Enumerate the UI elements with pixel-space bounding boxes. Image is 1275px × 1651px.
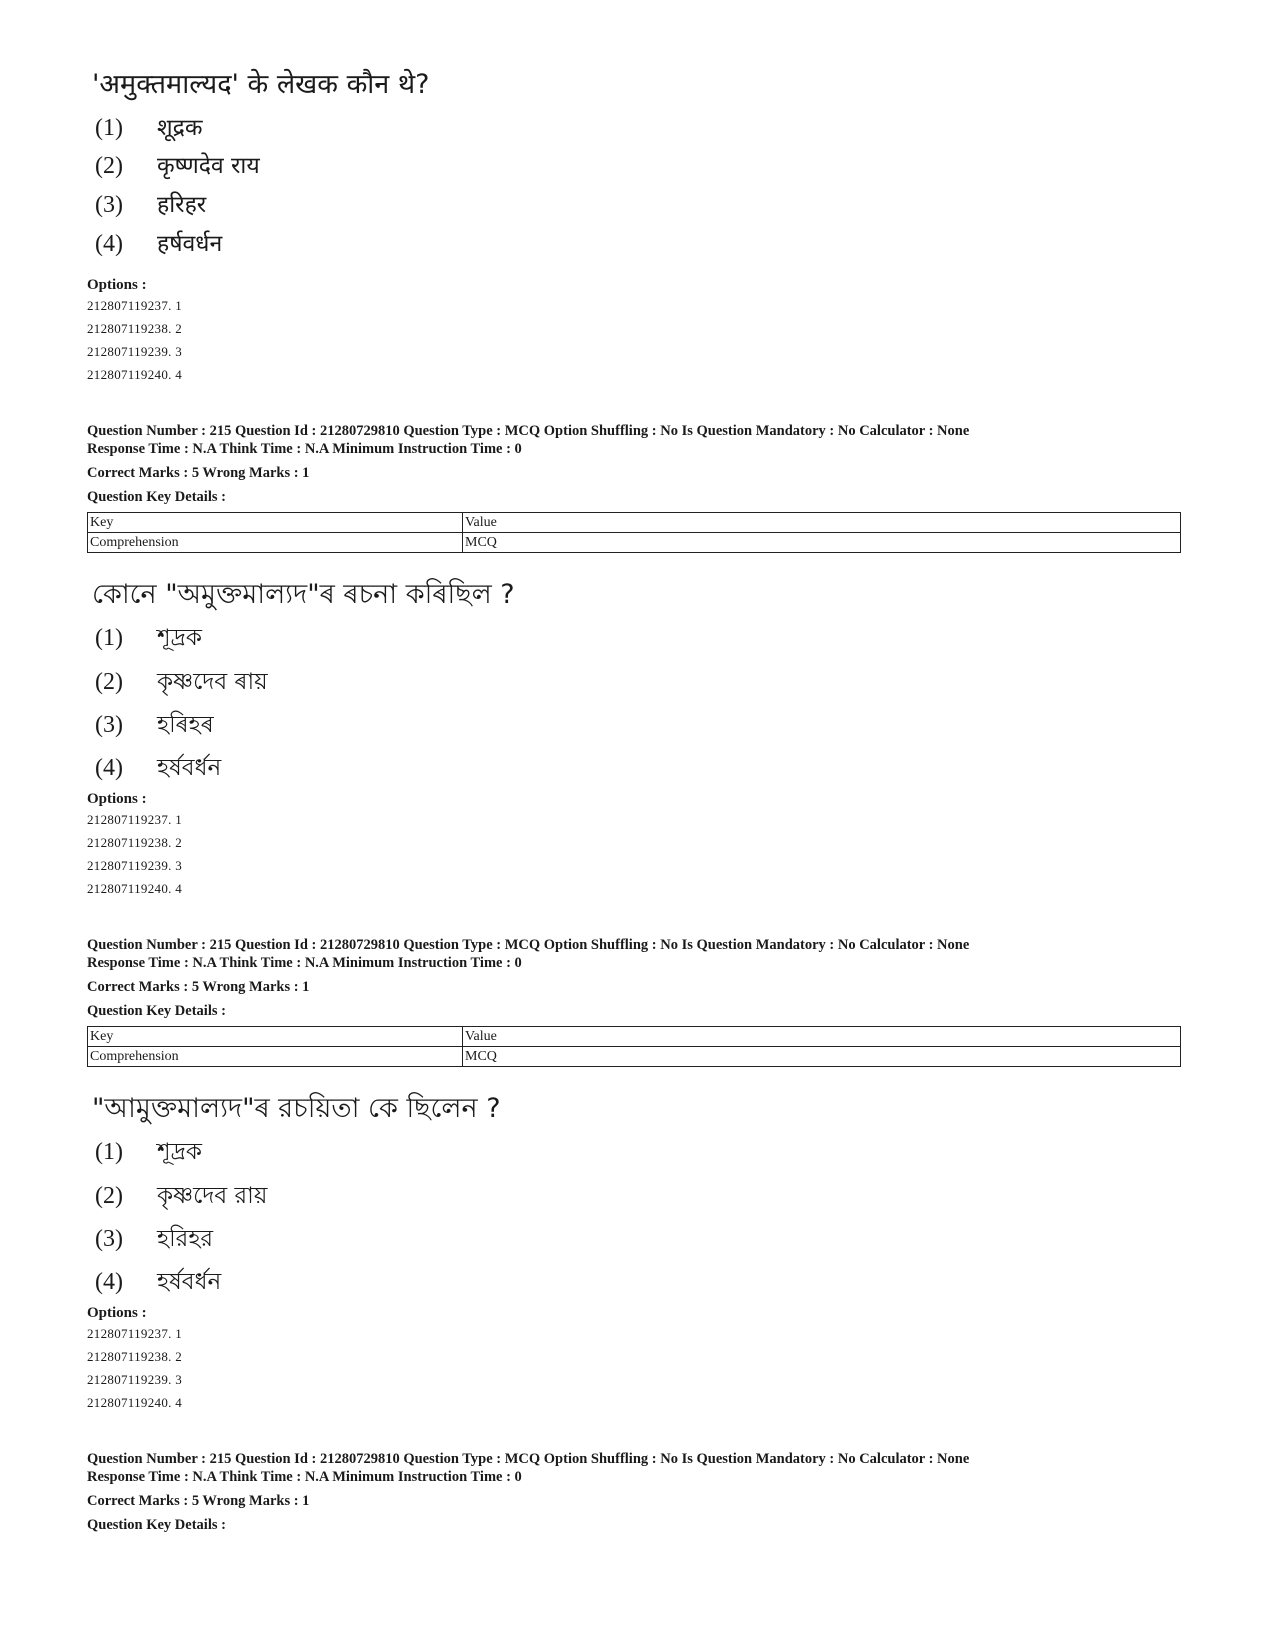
option-id: 212807119240. 4: [87, 367, 183, 382]
choice-number: (4): [95, 755, 123, 781]
option-id: 212807119237. 1: [87, 298, 183, 313]
question-meta-line: Response Time : N.A Think Time : N.A Minimum Instruction Time : 0: [87, 441, 522, 457]
choice-2: [95, 1178, 267, 1212]
table-row: [88, 533, 1181, 553]
choice-2: [95, 664, 268, 698]
choice-number: (2): [95, 1183, 123, 1209]
choice-number: (1): [95, 1139, 123, 1165]
option-id: 212807119239. 3: [87, 1372, 183, 1387]
table-cell: Comprehension: [88, 1047, 463, 1067]
choice-3: [95, 1221, 213, 1255]
choice-text: হর্ষবর্ধন: [157, 1269, 222, 1295]
key-table: [87, 1026, 1181, 1067]
key-table: [87, 512, 1181, 553]
choice-1: [95, 110, 203, 144]
choice-3: [95, 187, 206, 221]
table-header-cell: Value: [463, 1027, 1181, 1047]
choice-number: (2): [95, 153, 123, 179]
table-header-cell: Key: [88, 1027, 463, 1047]
choice-text: হরিহর: [157, 1226, 214, 1252]
choice-number: (3): [95, 712, 123, 738]
key-details-label: Question Key Details :: [87, 489, 226, 505]
choice-4: [95, 226, 222, 260]
choice-1: [95, 1134, 202, 1168]
question-meta-line: Question Number : 215 Question Id : 21280729810 Question Type : MCQ Option Shuffling : No Is Question Mandatory : No Calculator : None: [87, 937, 970, 953]
option-id: 212807119237. 1: [87, 812, 183, 827]
question-text: 'अमुक्तमाल्यद' के लेखक कौन थे?: [92, 69, 430, 100]
option-id: 212807119239. 3: [87, 344, 183, 359]
table-header-cell: Key: [88, 513, 463, 533]
option-id: 212807119240. 4: [87, 881, 183, 896]
table-cell: Comprehension: [88, 533, 463, 553]
key-details-label: Question Key Details :: [87, 1517, 226, 1533]
choice-number: (4): [95, 1269, 123, 1295]
options-label: Options :: [87, 277, 147, 293]
option-id: 212807119238. 2: [87, 321, 183, 336]
choice-3: [95, 707, 214, 741]
choice-number: (1): [95, 115, 123, 141]
choice-text: হৰ্ষবৰ্ধন: [157, 755, 222, 781]
key-details-label: Question Key Details :: [87, 1003, 226, 1019]
choice-text: শূদ্ৰক: [157, 625, 202, 651]
options-label: Options :: [87, 791, 147, 807]
table-cell: MCQ: [463, 533, 1181, 553]
choice-number: (2): [95, 669, 123, 695]
choice-text: শূদ্রক: [157, 1139, 202, 1165]
table-row: [88, 1027, 1181, 1047]
choice-text: हर्षवर्धन: [157, 231, 223, 257]
choice-text: हरिहर: [157, 192, 207, 218]
choice-number: (1): [95, 625, 123, 651]
table-row: [88, 1047, 1181, 1067]
choice-text: কৃষ্ণদেব রায়: [157, 1183, 268, 1209]
choice-4: [95, 750, 221, 784]
choice-text: शूद्रक: [157, 115, 203, 141]
choice-1: [95, 620, 202, 654]
question-meta-line: Question Number : 215 Question Id : 21280729810 Question Type : MCQ Option Shuffling : No Is Question Mandatory : No Calculator : None: [87, 423, 970, 439]
option-id: 212807119237. 1: [87, 1326, 183, 1341]
question-meta-line: Response Time : N.A Think Time : N.A Minimum Instruction Time : 0: [87, 955, 522, 971]
choice-text: कृष्णदेव राय: [157, 153, 260, 179]
choice-text: হৰিহৰ: [157, 712, 214, 738]
choice-2: [95, 148, 260, 182]
option-id: 212807119238. 2: [87, 1349, 183, 1364]
choice-text: কৃষ্ণদেব ৰায়: [157, 669, 268, 695]
marks-line: Correct Marks : 5 Wrong Marks : 1: [87, 465, 310, 481]
question-meta-line: Question Number : 215 Question Id : 21280729810 Question Type : MCQ Option Shuffling : No Is Question Mandatory : No Calculator : None: [87, 1451, 970, 1467]
option-id: 212807119240. 4: [87, 1395, 183, 1410]
option-id: 212807119238. 2: [87, 835, 183, 850]
options-label: Options :: [87, 1305, 147, 1321]
option-id: 212807119239. 3: [87, 858, 183, 873]
marks-line: Correct Marks : 5 Wrong Marks : 1: [87, 1493, 310, 1509]
table-cell: MCQ: [463, 1047, 1181, 1067]
choice-4: [95, 1264, 221, 1298]
question-meta-line: Response Time : N.A Think Time : N.A Minimum Instruction Time : 0: [87, 1469, 522, 1485]
choice-number: (3): [95, 1226, 123, 1252]
question-text: "আমুক্তমাল্যদ"ৰ রচয়িতা কে ছিলেন ?: [92, 1093, 501, 1124]
marks-line: Correct Marks : 5 Wrong Marks : 1: [87, 979, 310, 995]
choice-number: (3): [95, 192, 123, 218]
table-row: [88, 513, 1181, 533]
choice-number: (4): [95, 231, 123, 257]
question-text: কোনে "অমুক্তমাল্যদ"ৰ ৰচনা কৰিছিল ?: [92, 579, 515, 610]
table-header-cell: Value: [463, 513, 1181, 533]
